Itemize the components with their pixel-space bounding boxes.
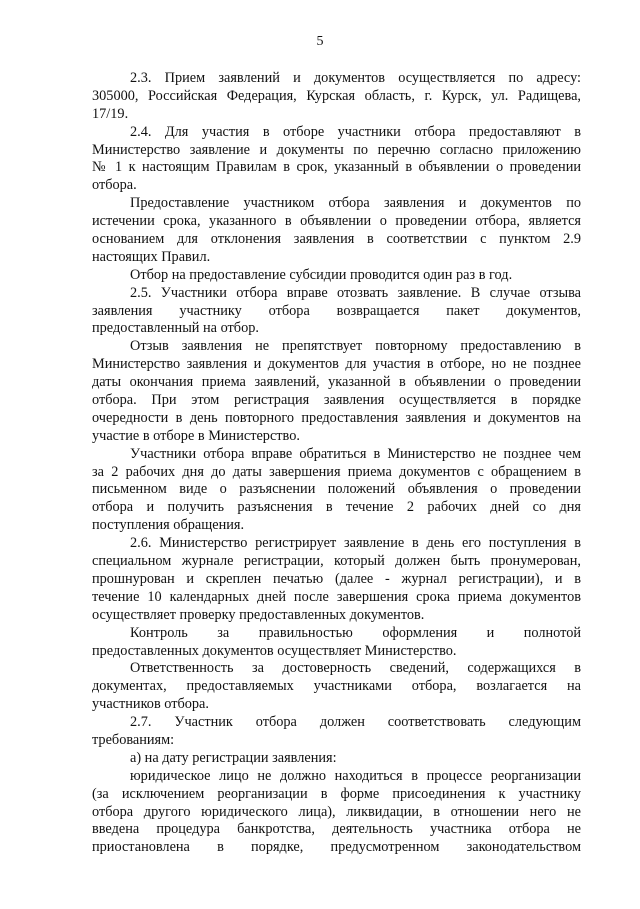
paragraph: [92, 124, 581, 196]
paragraph-line: (за исключением реорганизации в форме присоединения к участнику: [92, 785, 581, 802]
paragraph: [92, 768, 581, 857]
paragraph-line: 2.6. Министерство регистрирует заявление в день его поступления в: [130, 535, 581, 552]
paragraph-line: истечении срока, указанного в объявлении о проведении отбора, является: [92, 213, 581, 230]
paragraph: [92, 195, 581, 267]
paragraph-line: очередности в день повторного предоставления заявления и документов на: [92, 409, 581, 426]
paragraph: [92, 446, 581, 535]
paragraph-line: специальном журнале регистрации, который должен быть пронумерован,: [92, 553, 581, 570]
paragraph-line: настоящих Правил.: [92, 248, 211, 265]
paragraph-line: Министерство заявление и документы по перечню согласно приложению: [92, 141, 581, 158]
paragraph: [92, 660, 581, 714]
paragraph-line: отбора.: [92, 177, 137, 194]
paragraph-line: Министерство заявления и документов для участия в отборе, но не позднее: [92, 356, 581, 373]
paragraph: [92, 714, 581, 750]
paragraph-line: участие в отборе в Министерство.: [92, 427, 300, 444]
paragraph-line: отбора. При этом регистрация заявления осуществляется в порядке: [92, 392, 581, 409]
paragraph-line: даты окончания приема заявлений, указанной в объявлении о проведении: [92, 374, 581, 391]
paragraph-line: Участники отбора вправе обратиться в Министерство не позднее чем: [130, 445, 581, 462]
paragraph-line: введена процедура банкротства, деятельность участника отбора не: [92, 821, 581, 838]
paragraph-line: поступления обращения.: [92, 517, 245, 534]
paragraph-line: отбора другого юридического лица), ликвидации, в отношении него не: [92, 803, 581, 820]
paragraph-line: 2.7. Участник отбора должен соответствовать следующим: [130, 714, 581, 731]
paragraph-line: № 1 к настоящим Правилам в срок, указанный в объявлении о проведении: [92, 159, 581, 176]
paragraph: [92, 285, 581, 339]
paragraph-line: прошнурован и скреплен печатью (далее - журнал регистрации), и в: [92, 570, 581, 587]
paragraph-line: 2.3. Прием заявлений и документов осуществляется по адресу:: [130, 70, 581, 86]
paragraph-line: 17/19.: [92, 105, 129, 122]
paragraph-line: 2.4. Для участия в отборе участники отбора предоставляют в: [130, 123, 581, 140]
paragraph-line: 305000, Российская Федерация, Курская область, г. Курск, ул. Радищева,: [92, 87, 581, 104]
paragraph-line: требованиям:: [92, 731, 175, 748]
paragraph-line: течение 10 календарных дней после завершения срока приема документов: [92, 588, 581, 605]
document-body: [92, 70, 581, 857]
paragraph: [92, 625, 581, 661]
paragraph-line: приостановлена в порядке, предусмотренном законодательством: [92, 839, 581, 856]
paragraph-line: заявления участнику отбора возвращается пакет документов,: [92, 302, 581, 319]
paragraph: [92, 70, 581, 124]
paragraph-line: Предоставление участником отбора заявления и документов по: [130, 195, 581, 212]
paragraph-line: Ответственность за достоверность сведений, содержащихся в: [130, 660, 581, 677]
paragraph: [92, 338, 581, 445]
paragraph-line: 2.5. Участники отбора вправе отозвать заявление. В случае отзыва: [130, 284, 581, 301]
paragraph-line: Отбор на предоставление субсидии проводится один раз в год.: [130, 266, 513, 283]
paragraph-line: осуществляет проверку предоставленных документов.: [92, 606, 425, 623]
paragraph-line: предоставленных документов осуществляет Министерство.: [92, 642, 457, 659]
paragraph-line: юридическое лицо не должно находиться в процессе реорганизации: [130, 767, 581, 784]
paragraph-line: документах, предоставляемых участниками отбора, возлагается на: [92, 678, 581, 695]
paragraph-line: Отзыв заявления не препятствует повторному предоставлению в: [130, 338, 581, 355]
paragraph-line: основанием для отклонения заявления в соответствии с пунктом 2.9: [92, 231, 581, 248]
paragraph-line: предоставленный на отбор.: [92, 320, 259, 337]
paragraph-line: а) на дату регистрации заявления:: [130, 749, 337, 766]
paragraph-line: Контроль за правильностью оформления и полнотой: [130, 624, 581, 641]
paragraph-line: участников отбора.: [92, 696, 209, 713]
paragraph: [92, 267, 581, 285]
paragraph-line: отбора и получить разъяснения в течение 2 рабочих дней со дня: [92, 499, 581, 516]
page-number: 5: [316, 34, 324, 49]
paragraph: [92, 535, 581, 624]
paragraph: [92, 750, 581, 768]
paragraph-line: письменном виде о разъяснении положений объявления о проведении: [92, 481, 581, 498]
paragraph-line: за 2 рабочих дня до даты завершения приема документов с обращением в: [92, 463, 581, 480]
